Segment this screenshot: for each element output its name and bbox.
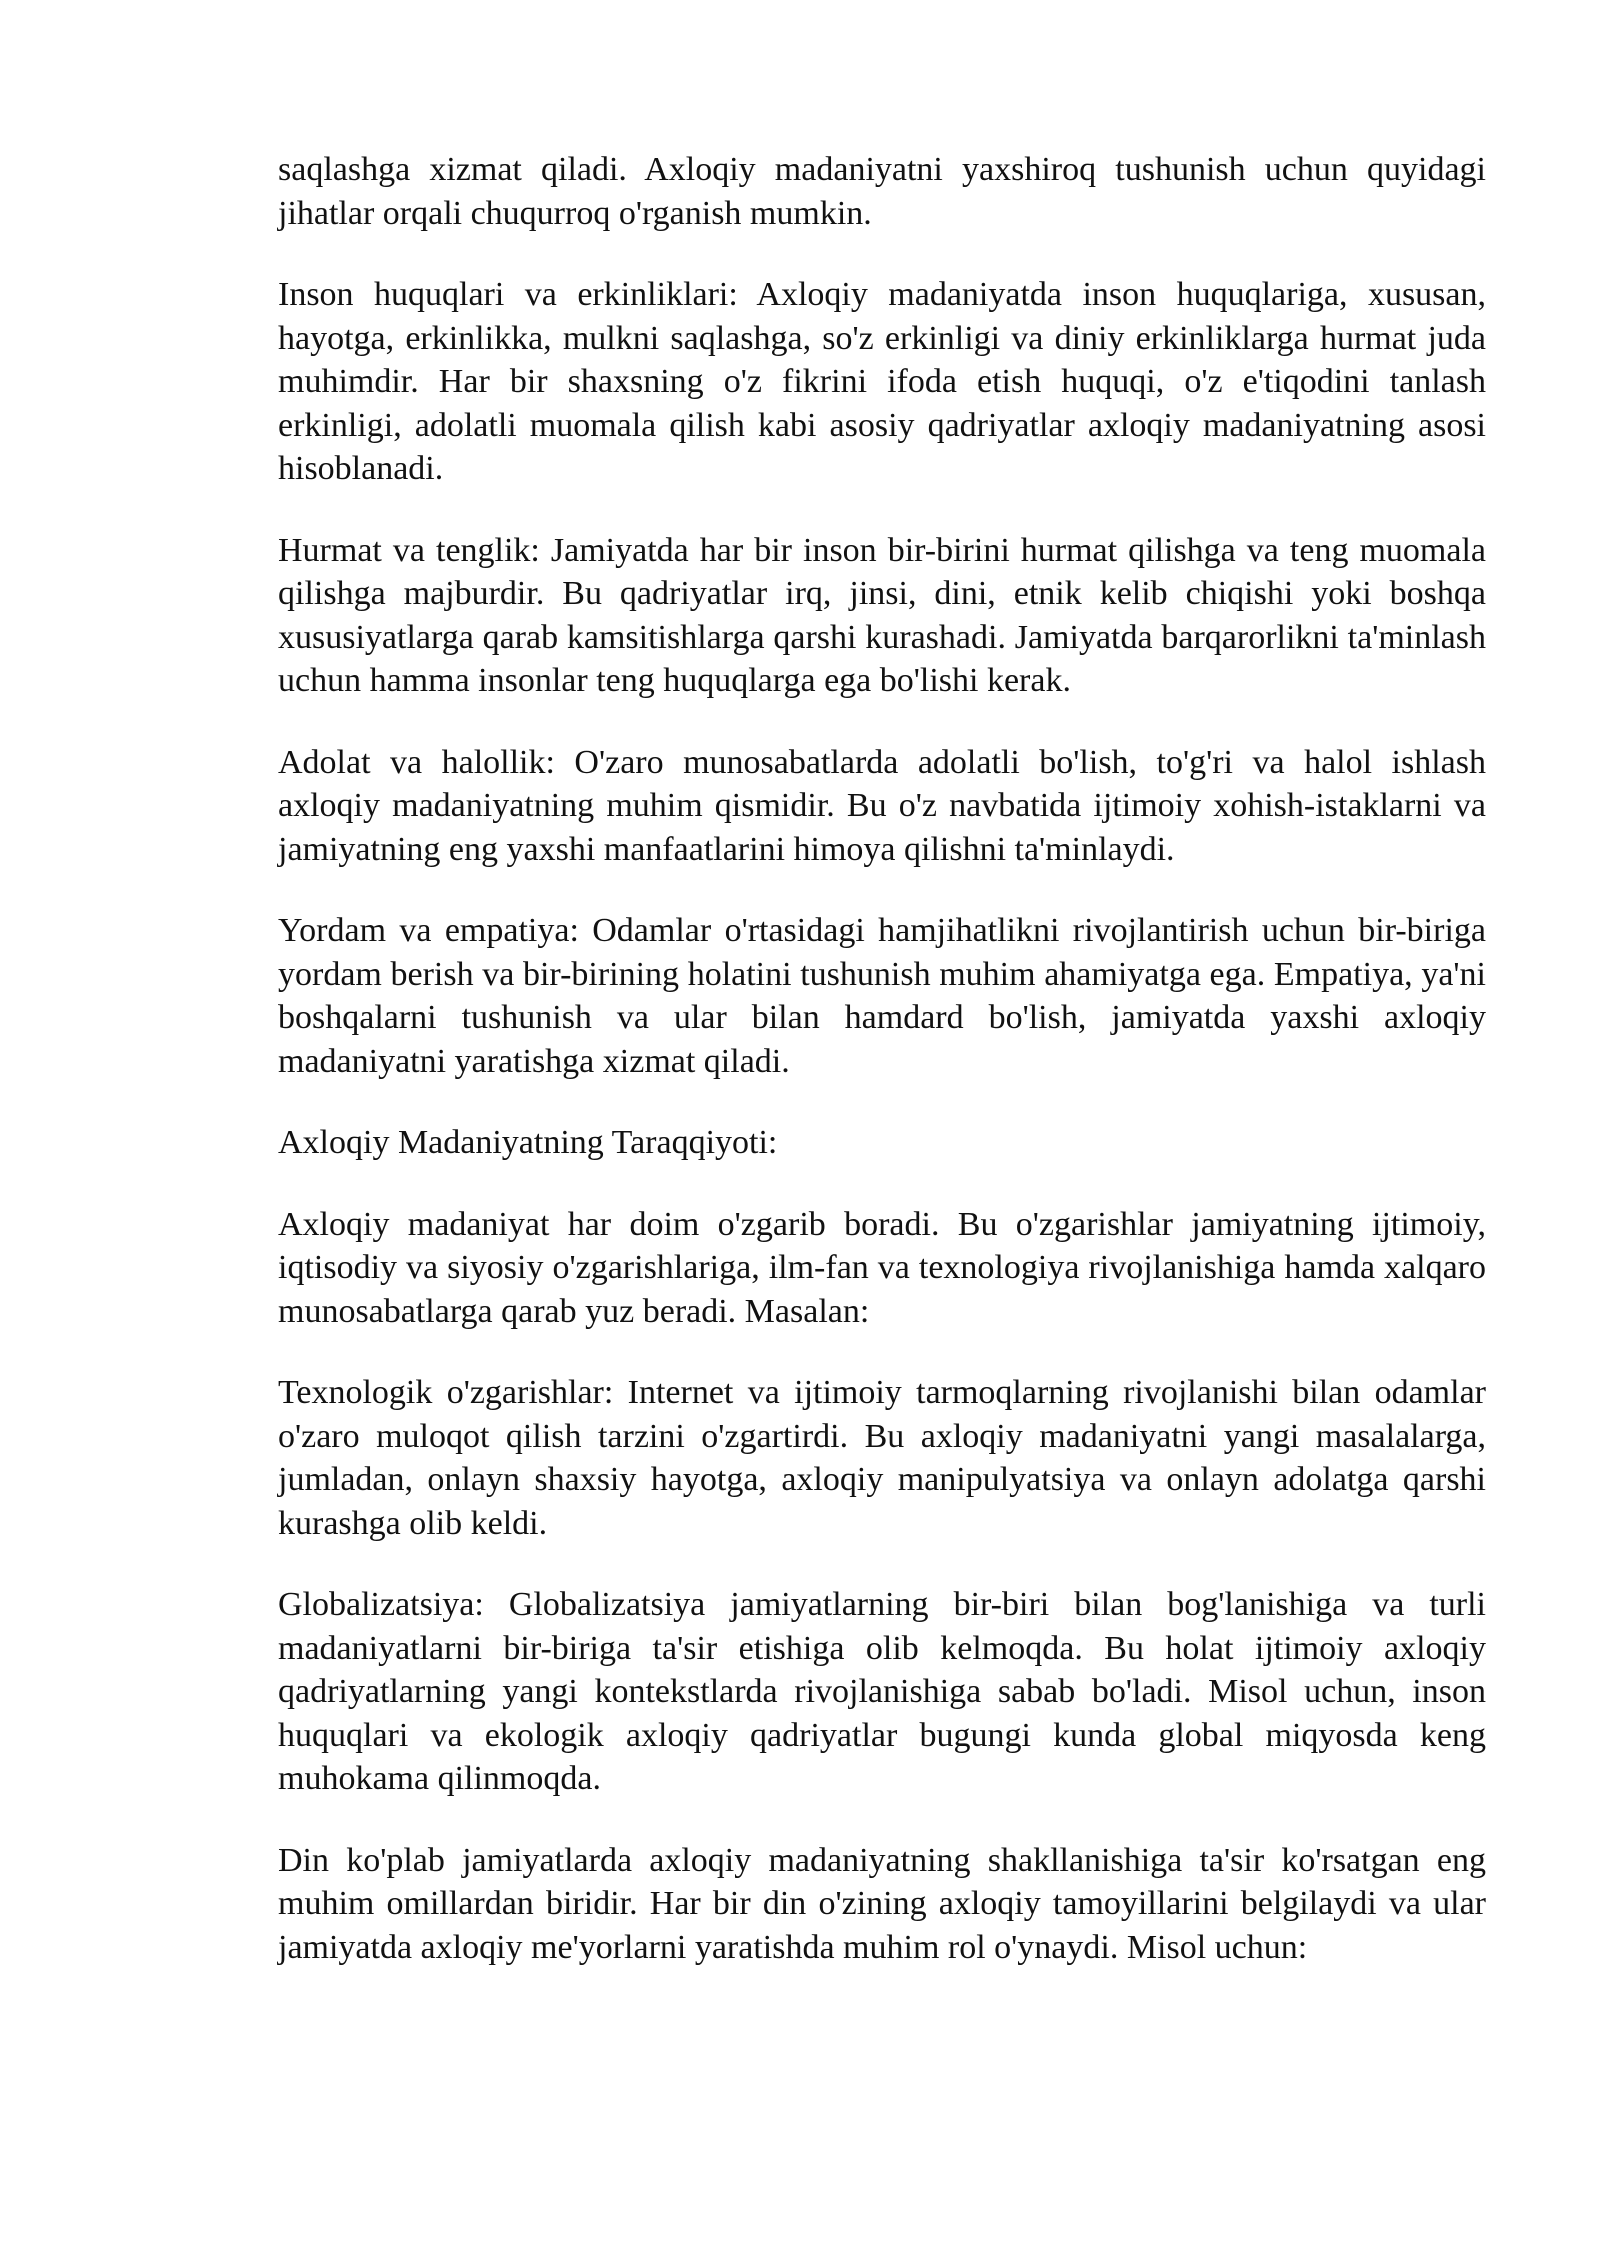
paragraph-respect-equality: Hurmat va tenglik: Jamiyatda har bir inson bir-birini hurmat qilishga va teng muomala qilishga majburdir. Bu qadriyatlar irq, jinsi, dini, etnik kelib chiqishi yoki boshqa xususiyatlarga qarab kamsitishlarga qarshi kurashadi. Jamiyatda barqarorlikni ta'minlash uchun hamma insonlar teng huquqlarga ega bo'lishi kerak.: [278, 531, 1486, 699]
paragraph-globalization: Globalizatsiya: Globalizatsiya jamiyatlarning bir-biri bilan bog'lanishiga va turli madaniyatlarni bir-biriga ta'sir etishiga olib kelmoqda. Bu holat ijtimoiy axloqiy qadriyatlarning yangi kontekstlarda rivojlanishiga sabab bo'ladi. Misol uchun, inson huquqlari va ekologik axloqiy qadriyatlar bugungi kunda global miqyosda keng muhokama qilinmoqda.: [278, 1586, 1486, 1797]
paragraph-technological-changes: Texnologik o'zgarishlar: Internet va ijtimoiy tarmoqlarning rivojlanishi bilan odamlar o'zaro muloqot qilish tarzini o'zgartirdi. Bu axloqiy madaniyatni yangi masalalarga, jumladan, onlayn shaxsiy hayotga, axloqiy manipulyatsiya va onlayn adolatga qarshi kurashga olib keldi.: [278, 1374, 1486, 1542]
paragraph-intro-continuation: saqlashga xizmat qiladi. Axloqiy madaniyatni yaxshiroq tushunish uchun quyidagi jihatlar orqali chuqurroq o'rganish mumkin.: [278, 151, 1486, 232]
paragraph-justice-honesty: Adolat va halollik: O'zaro munosabatlarda adolatli bo'lish, to'g'ri va halol ishlash axloqiy madaniyatning muhim qismidir. Bu o'z navbatida ijtimoiy xohish-istaklarni va jamiyatning eng yaxshi manfaatlarini himoya qilishni ta'minlaydi.: [278, 743, 1486, 868]
document-page: [278, 148, 1486, 2007]
paragraph-help-empathy: Yordam va empatiya: Odamlar o'rtasidagi hamjihatlikni rivojlantirish uchun bir-biriga yordam berish va bir-birining holatini tushunish muhim ahamiyatga ega. Empatiya, ya'ni boshqalarni tushunish va ular bilan hamdard bo'lish, jamiyatda yaxshi axloqiy madaniyatni yaratishga xizmat qiladi.: [278, 912, 1486, 1080]
section-heading: Axloqiy Madaniyatning Taraqqiyoti:: [278, 1124, 778, 1161]
paragraph-human-rights: Inson huquqlari va erkinliklari: Axloqiy madaniyatda inson huquqlariga, xususan, hayotga, erkinlikka, mulkni saqlashga, so'z erkinligi va diniy erkinliklarga hurmat juda muhimdir. Har bir shaxsning o'z fikrini ifoda etish huquqi, o'z e'tiqodini tanlash erkinligi, adolatli muomala qilish kabi asosiy qadriyatlar axloqiy madaniyatning asosi hisoblanadi.: [278, 276, 1486, 487]
paragraph-moral-culture-change: Axloqiy madaniyat har doim o'zgarib boradi. Bu o'zgarishlar jamiyatning ijtimoiy, iqtisodiy va siyosiy o'zgarishlariga, ilm-fan va texnologiya rivojlanishiga hamda xalqaro munosabatlarga qarab yuz beradi. Masalan:: [278, 1205, 1486, 1330]
paragraph-religion: Din ko'plab jamiyatlarda axloqiy madaniyatning shakllanishiga ta'sir ko'rsatgan eng muhim omillardan biridir. Har bir din o'zining axloqiy tamoyillarini belgilaydi va ular jamiyatda axloqiy me'yorlarni yaratishda muhim rol o'ynaydi. Misol uchun:: [278, 1841, 1486, 1966]
